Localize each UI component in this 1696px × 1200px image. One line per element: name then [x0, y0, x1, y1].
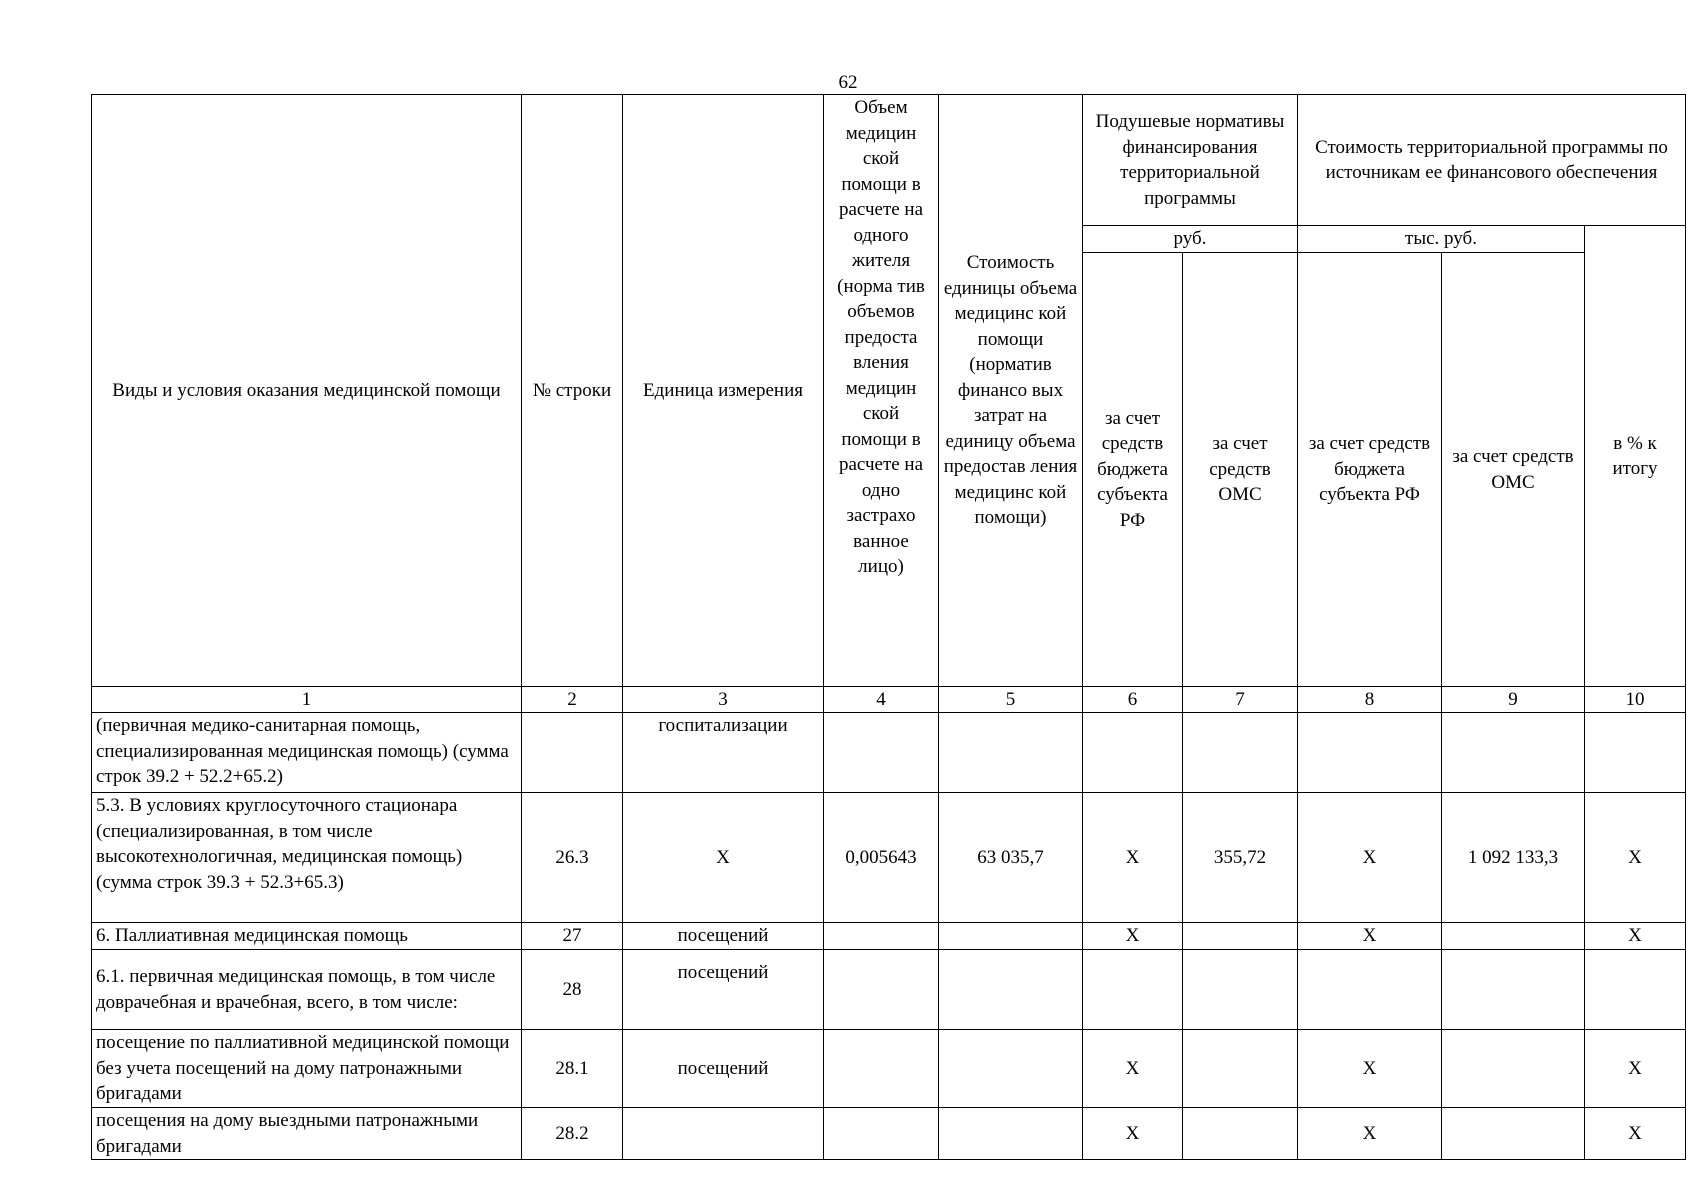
row-percent — [1585, 950, 1686, 1030]
row-oms-cost: 1 092 133,3 — [1442, 793, 1585, 923]
row-description: 6.1. первичная медицинская помощь, в том числе доврачебная и врачебная, всего, в том числе: — [92, 950, 522, 1030]
row-volume — [824, 950, 939, 1030]
column-number: 7 — [1183, 687, 1298, 713]
row-number: 26.3 — [522, 793, 623, 923]
row-description: 6. Паллиативная медицинская помощь — [92, 923, 522, 950]
financing-table — [91, 94, 1686, 1160]
row-number: 28 — [522, 950, 623, 1030]
row-unit-cost — [939, 923, 1083, 950]
row-oms-cost — [1442, 923, 1585, 950]
row-volume — [824, 1030, 939, 1108]
header-oms-cost: за счет средств ОМС — [1442, 253, 1585, 687]
column-numbers-row — [92, 687, 1686, 713]
row-unit: Х — [623, 793, 824, 923]
header-unit-cost: Стоимость единицы объема медицинс кой помощи (норматив финансо вых затрат на единицу объема предостав ления медицинс кой помощи) — [939, 95, 1083, 687]
row-oms-cost — [1442, 1030, 1585, 1108]
header-row-number: № строки — [522, 95, 623, 687]
row-unit: посещений — [623, 1030, 824, 1108]
header-volume: Объем медицин ской помощи в расчете на одного жителя (норма тив объемов предоста вления медицин ской помощи в расчете на одно застрахо ванное лицо) — [824, 95, 939, 687]
row-number — [522, 713, 623, 793]
row-budget-per-capita — [1083, 950, 1183, 1030]
row-percent: Х — [1585, 1030, 1686, 1108]
row-oms-per-capita — [1183, 923, 1298, 950]
row-unit — [623, 1108, 824, 1160]
header-unit: Единица измерения — [623, 95, 824, 687]
row-oms-per-capita — [1183, 1108, 1298, 1160]
table-row — [92, 950, 1686, 1030]
row-budget-cost — [1298, 713, 1442, 793]
row-number: 27 — [522, 923, 623, 950]
row-volume — [824, 923, 939, 950]
row-unit-cost: 63 035,7 — [939, 793, 1083, 923]
row-oms-per-capita — [1183, 713, 1298, 793]
row-number: 28.1 — [522, 1030, 623, 1108]
page-number: 62 — [838, 72, 858, 93]
column-number: 8 — [1298, 687, 1442, 713]
row-percent: Х — [1585, 923, 1686, 950]
header-unit-rub: руб. — [1083, 226, 1298, 253]
row-budget-per-capita: Х — [1083, 1030, 1183, 1108]
table-row — [92, 1108, 1686, 1160]
row-unit: госпитализации — [623, 713, 824, 793]
row-budget-per-capita: Х — [1083, 793, 1183, 923]
table-row — [92, 1030, 1686, 1108]
row-unit-cost — [939, 713, 1083, 793]
row-budget-per-capita: Х — [1083, 1108, 1183, 1160]
row-unit-cost — [939, 1030, 1083, 1108]
row-unit-cost — [939, 1108, 1083, 1160]
row-percent: Х — [1585, 793, 1686, 923]
header-oms-per-capita: за счет средств ОМС — [1183, 253, 1298, 687]
row-budget-per-capita — [1083, 713, 1183, 793]
row-unit: посещений — [623, 923, 824, 950]
row-oms-per-capita: 355,72 — [1183, 793, 1298, 923]
table-row — [92, 713, 1686, 793]
row-volume — [824, 1108, 939, 1160]
row-budget-cost — [1298, 950, 1442, 1030]
header-percent-of-total: в % к итогу — [1585, 226, 1686, 687]
row-description: (первичная медико-санитарная помощь, специализированная медицинская помощь) (сумма строк 39.2 + 52.2+65.2) — [92, 713, 522, 793]
row-number: 28.2 — [522, 1108, 623, 1160]
row-unit-cost — [939, 950, 1083, 1030]
row-budget-per-capita: Х — [1083, 923, 1183, 950]
header-row-1 — [92, 95, 1686, 226]
row-oms-cost — [1442, 1108, 1585, 1160]
header-types-of-care: Виды и условия оказания медицинской помощи — [92, 95, 522, 687]
table-row — [92, 923, 1686, 950]
header-unit-thous-rub: тыс. руб. — [1298, 226, 1585, 253]
row-description: посещения на дому выездными патронажными бригадами — [92, 1108, 522, 1160]
row-budget-cost: Х — [1298, 793, 1442, 923]
column-number: 2 — [522, 687, 623, 713]
row-unit: посещений — [623, 950, 824, 1030]
column-number: 6 — [1083, 687, 1183, 713]
column-number: 4 — [824, 687, 939, 713]
row-percent: Х — [1585, 1108, 1686, 1160]
header-budget-cost: за счет средств бюджета субъекта РФ — [1298, 253, 1442, 687]
row-oms-cost — [1442, 713, 1585, 793]
header-per-capita-group: Подушевые нормативы финансирования территориальной программы — [1083, 95, 1298, 226]
row-percent — [1585, 713, 1686, 793]
row-budget-cost: Х — [1298, 1108, 1442, 1160]
header-budget-per-capita: за счет средств бюджета субъекта РФ — [1083, 253, 1183, 687]
row-volume — [824, 713, 939, 793]
row-budget-cost: Х — [1298, 1030, 1442, 1108]
row-description: 5.3. В условиях круглосуточного стационара (специализированная, в том числе высокотехнологичная, медицинская помощь) (сумма строк 39.3 + 52.3+65.3) — [92, 793, 522, 923]
row-volume: 0,005643 — [824, 793, 939, 923]
header-cost-group: Стоимость территориальной программы по источникам ее финансового обеспечения — [1298, 95, 1686, 226]
table-row — [92, 793, 1686, 923]
row-oms-per-capita — [1183, 1030, 1298, 1108]
column-number: 10 — [1585, 687, 1686, 713]
column-number: 5 — [939, 687, 1083, 713]
column-number: 9 — [1442, 687, 1585, 713]
row-oms-cost — [1442, 950, 1585, 1030]
column-number: 1 — [92, 687, 522, 713]
row-oms-per-capita — [1183, 950, 1298, 1030]
row-budget-cost: Х — [1298, 923, 1442, 950]
row-description: посещение по паллиативной медицинской помощи без учета посещений на дому патронажными бригадами — [92, 1030, 522, 1108]
column-number: 3 — [623, 687, 824, 713]
